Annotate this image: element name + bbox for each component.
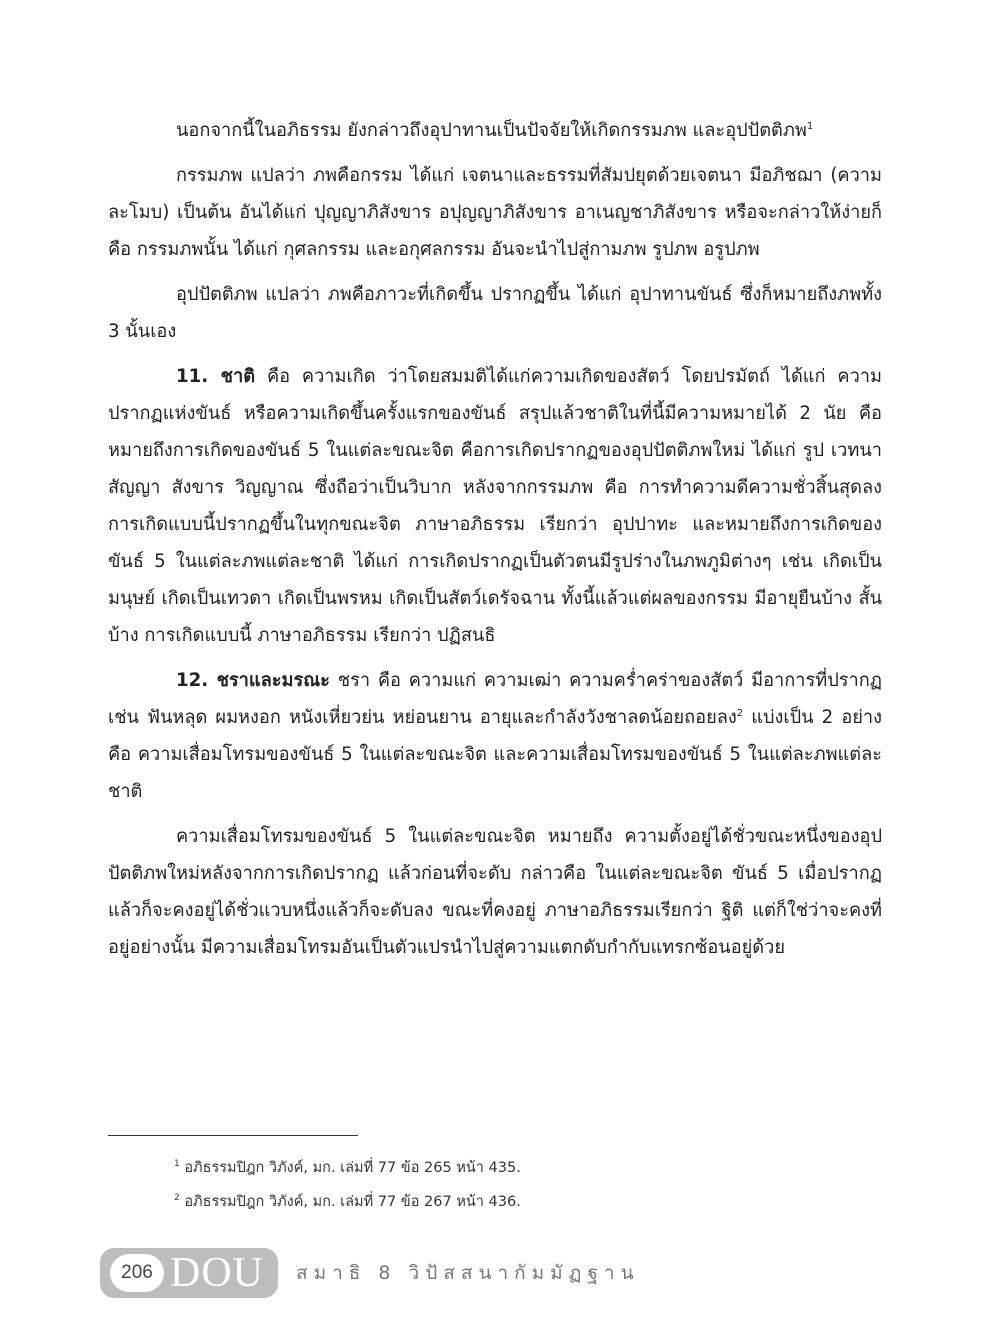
paragraph-1: นอกจากนี้ในอภิธรรม ยังกล่าวถึงอุปาทานเป็นปัจจัยให้เกิดกรรมภพ และอุปปัตติภพ$^1$ [176,120,814,141]
footnote-1: $^1$ อภิธรรมปิฎก วิภังค์, มก. เล่มที่ 77 ข้อ 265 หน้า 435. [174,1159,521,1176]
footnote-ref-2[interactable]: 2 [736,707,744,719]
paragraph-chara-marana: 12. ชราและมรณะ ชรา คือ ความแก่ ความเฒ่า ความคร่ำคร่าของสัตว์ มีอาการที่ปรากฏ เช่น ฟันหลุด ผมหงอก หนังเหี่ยวย่น หย่อนยาน อายุและกำลังวังชาลดน้อยถอยลง$^2$ แบ่งเป็น 2 อย่าง คือ ความเสื่อมโทรมของขันธ์ 5 ในแต่ละขณะจิต และความเสื่อมโทรมของขันธ์ 5 ในแต่ละภพแต่ละชาติ [108,670,882,802]
heading-chara-marana: 12. ชราและมรณะ [176,670,330,691]
paragraph-jati: 11. ชาติ คือ ความเกิด ว่าโดยสมมติได้แก่ความเกิดของสัตว์ โดยปรมัตถ์ ได้แก่ ความปรากฏแห่งขันธ์ หรือความเกิดขึ้นครั้งแรกของขันธ์ สรุปแล้วชาติในที่นี้มีความหมายได้ 2 นัย คือ หมายถึงการเกิดของขันธ์ 5 ในแต่ละขณะจิต คือการเกิดปรากฏของอุปปัตติภพใหม่ ได้แก่ รูป เวทนา สัญญา สังขาร วิญญาณ ซึ่งถือว่าเป็นวิบาก หลังจากกรรมภพ คือ การทำความดีความชั่วสิ้นสุดลง การเกิดแบบนี้ปรากฏขึ้นในทุกขณะจิต ภาษาอภิธรรม เรียกว่า อุปปาทะ และหมายถึงการเกิดของขันธ์ 5 ในแต่ละภพแต่ละชาติ ได้แก่ การเกิดปรากฏเป็นตัวตนมีรูปร่างในภพภูมิต่างๆ เช่น เกิดเป็นมนุษย์ เกิดเป็นเทวดา เกิดเป็นพรหม เกิดเป็นสัตว์เดรัจฉาน ทั้งนี้แล้วแต่ผลของกรรม มีอายุยืนบ้าง สั้นบ้าง การเกิดแบบนี้ ภาษาอภิธรรม เรียกว่า ปฏิสนธิ [108,366,883,646]
footnote-ref-1[interactable]: 1 [806,120,814,132]
paragraph-2: กรรมภพ แปลว่า ภพคือกรรม ได้แก่ เจตนาและธรรมที่สัมปยุตด้วยเจตนา มีอภิชฌา (ความละโมบ) เป็นต้น อันได้แก่ ปุญญาภิสังขาร อปุญญาภิสังขาร อาเนญชาภิสังขาร หรือจะกล่าวให้ง่ายก็คือ กรรมภพนั้น ได้แก่ กุศลกรรม และอกุศลกรรม อันจะนำไปสู่กามภพ รูปภพ อรูปภพ [108,165,882,260]
heading-jati: 11. ชาติ [176,366,256,387]
footnotes [174,1158,874,1226]
footnote-divider [108,1135,358,1136]
book-title: สมาธิ 8 วิปัสสนากัมมัฏฐาน [296,1262,640,1284]
page-number: 206 [110,1254,164,1292]
paragraph-6: ความเสื่อมโทรมของขันธ์ 5 ในแต่ละขณะจิต หมายถึง ความตั้งอยู่ได้ชั่วขณะหนึ่งของอุปปัตติภพใหม่หลังจากการเกิดปรากฏ แล้วก่อนที่จะดับ กล่าวคือ ในแต่ละขณะจิต ขันธ์ 5 เมื่อปรากฏแล้วก็จะคงอยู่ได้ชั่วแวบหนึ่งแล้วก็จะดับลง ขณะที่คงอยู่ ภาษาอภิธรรมเรียกว่า ฐิติ แต่ก็ใช่ว่าจะคงที่อยู่อย่างนั้น มีความเสื่อมโทรมอันเป็นตัวแปรนำไปสู่ความแตกดับกำกับแทรกซ้อนอยู่ด้วย [108,826,882,958]
page-footer [100,1248,640,1298]
page-body [108,112,882,974]
dou-logo: DOU [170,1250,264,1296]
footer-badge [100,1248,278,1298]
footnote-2: $^2$ อภิธรรมปิฎก วิภังค์, มก. เล่มที่ 77 ข้อ 267 หน้า 436. [174,1193,521,1210]
paragraph-3: อุปปัตติภพ แปลว่า ภพคือภาวะที่เกิดขึ้น ปรากฏขึ้น ได้แก่ อุปาทานขันธ์ ซึ่งก็หมายถึงภพทั้ง 3 นั้นเอง [108,284,882,342]
